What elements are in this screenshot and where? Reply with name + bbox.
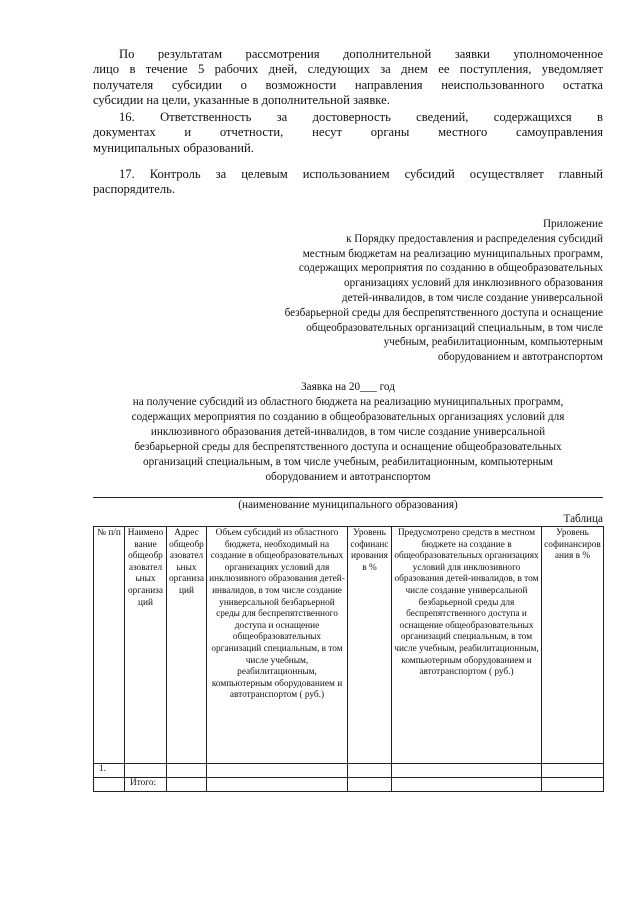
col-header-number: № п/п: [94, 527, 125, 764]
table-cell: 1.: [94, 764, 125, 778]
col-header-cofinancing-level: Уровень софинансирования в %: [348, 527, 392, 764]
text-line: 17. Контроль за целевым использованием субсидий осуществляет главный: [119, 167, 603, 181]
table-cell: [167, 778, 207, 792]
table-cell: [542, 764, 604, 778]
request-title: [93, 380, 603, 485]
appendix-line: к Порядку предоставления и распределения субсидий: [346, 232, 603, 245]
appendix-line: безбарьерной среды для беспрепятственного доступа и оснащение: [284, 306, 603, 319]
appendix-line: детей-инвалидов, в том числе создание универсальной: [341, 291, 603, 304]
text-line: По результатам рассмотрения дополнительной заявки уполномоченное: [119, 47, 603, 61]
col-header-org-name: Наименование общеобразовательных организаций: [125, 527, 167, 764]
appendix-line: местным бюджетам на реализацию муниципальных программ,: [302, 247, 603, 260]
col-header-regional-subsidy: Объем субсидий из областного бюджета, необходимый на создание в общеобразовательных организациях условий для инклюзивного образования детей-инвалидов, в том числе создание универсальной безбарьерной среды для беспрепятственного доступа и оснащение общеобразовательных организаций специальным, в том числе учебным, реабилитационным, компьютерным оборудованием и автотранспортом ( руб.): [207, 527, 348, 764]
appendix-line: учебным, реабилитационным, компьютерным: [383, 336, 603, 349]
appendix-line: содержащих мероприятия по созданию в общеобразовательных: [298, 262, 603, 275]
table-cell: [125, 764, 167, 778]
appendix-line: оборудованием и автотранспортом: [437, 351, 603, 364]
table-cell: [207, 764, 348, 778]
total-label: Итого:: [125, 778, 167, 792]
request-line: безбарьерной среды для беспрепятственного доступа и оснащение общеобразовательных: [134, 441, 562, 453]
table-row: [94, 764, 604, 778]
table-label: Таблица: [563, 513, 603, 525]
subsidy-request-table: [93, 526, 604, 792]
table-cell: [207, 778, 348, 792]
text-line: документах и отчетности, несут органы местного самоуправления: [93, 125, 603, 140]
col-header-org-address: Адрес общеобразовательных организаций: [167, 527, 207, 764]
request-line: организаций специальным, в том числе учебным, реабилитационным, компьютерным: [142, 456, 554, 468]
text-line: лицо в течение 5 рабочих дней, следующих за днем ее поступления, уведомляет: [93, 62, 603, 77]
appendix-header: [203, 217, 603, 365]
table-cell: [542, 778, 604, 792]
table-header-row: [94, 527, 604, 764]
table-cell: [392, 764, 542, 778]
request-line: на получение субсидий из областного бюджета на реализацию муниципальных программ,: [132, 396, 564, 408]
text-line: муниципальных образований.: [93, 140, 254, 155]
col-header-local-budget: Предусмотрено средств в местном бюджете на создание в общеобразовательных организациях условий для инклюзивного образования детей-инвалидов, в том числе создание универсальной безбарьерной среды для беспрепятственного доступа и оснащение общеобразовательных организаций специальным, в том числе учебным, реабилитационным, компьютерным оборудованием и автотранспортом ( руб.): [392, 527, 542, 764]
appendix-line: общеобразовательных организаций специальным, в том числе: [306, 321, 603, 334]
table-cell: [392, 778, 542, 792]
paragraph-17: [93, 167, 603, 198]
appendix-line: Приложение: [542, 218, 603, 230]
col-header-cofinancing-level-2: Уровень софинансирования в %: [542, 527, 604, 764]
request-line: инклюзивного образования детей-инвалидов, в том числе создание универсальной: [150, 426, 546, 438]
table-cell: [348, 764, 392, 778]
table-row-total: [94, 778, 604, 792]
paragraph-16: [93, 110, 603, 156]
table-cell: [94, 778, 125, 792]
table-cell: [348, 778, 392, 792]
request-line: оборудованием и автотранспортом: [265, 471, 431, 483]
appendix-line: организациях условий для инклюзивного образования: [344, 277, 603, 290]
text-line: получателя субсидии о возможности направления неиспользованного остатка: [93, 77, 603, 92]
municipality-caption: (наименование муниципального образования): [238, 499, 458, 511]
table-cell: [167, 764, 207, 778]
paragraph-additional-request: [93, 47, 603, 109]
text-line: 16. Ответственность за достоверность сведений, содержащихся в: [119, 110, 603, 124]
text-line: субсидии на цели, указанные в дополнительной заявке.: [93, 93, 390, 108]
request-heading: Заявка на 20___ год: [301, 381, 395, 393]
request-line: содержащих мероприятия по созданию в общеобразовательных организациях условий для: [131, 411, 565, 423]
text-line: распорядитель.: [93, 182, 176, 197]
